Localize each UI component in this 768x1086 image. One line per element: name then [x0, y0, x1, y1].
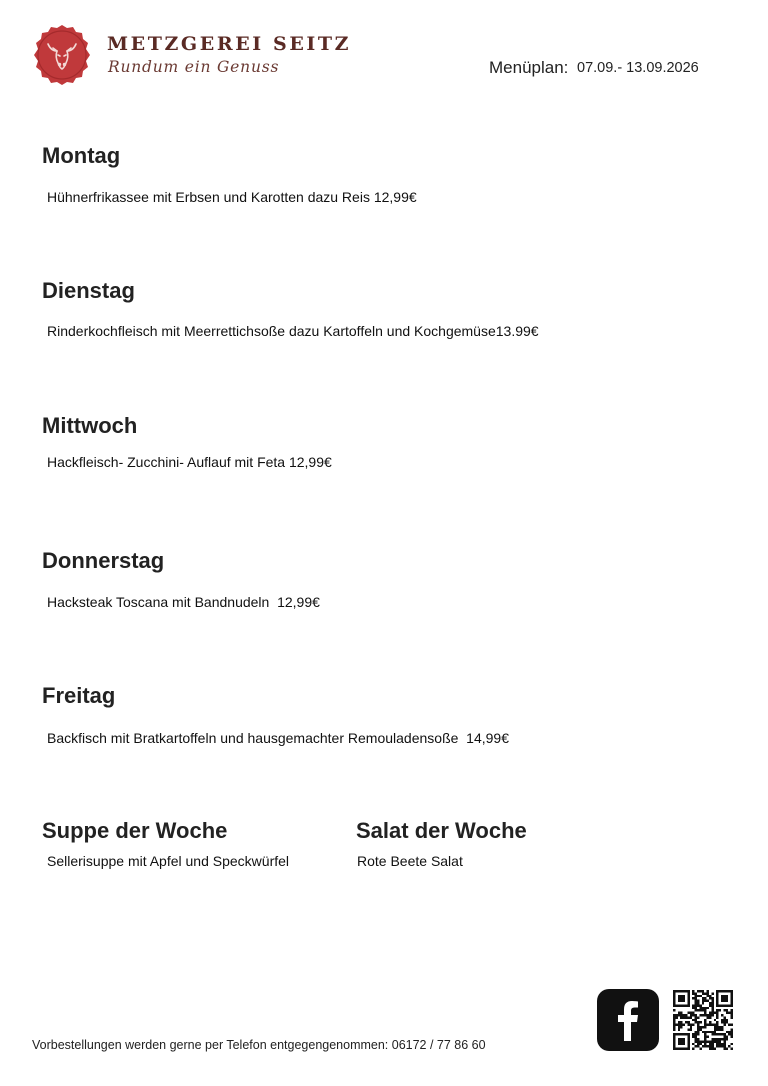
- dish-montag: Hühnerfrikassee mit Erbsen und Karotten dazu Reis 12,99€: [47, 189, 417, 205]
- brand-name: METZGEREI SEITZ: [107, 33, 352, 55]
- dish-donnerstag: Hacksteak Toscana mit Bandnudeln 12,99€: [47, 594, 320, 610]
- soup-of-week-heading: Suppe der Woche: [42, 818, 228, 843]
- preorder-note: Vorbestellungen werden gerne per Telefon entgegengenommen: 06172 / 77 86 60: [32, 1038, 486, 1052]
- day-heading-donnerstag: Donnerstag: [42, 548, 165, 573]
- day-heading-montag: Montag: [42, 143, 121, 168]
- dish-freitag: Backfisch mit Bratkartoffeln und hausgemachter Remouladensoße 14,99€: [47, 730, 509, 746]
- day-heading-dienstag: Dienstag: [42, 278, 135, 303]
- salad-of-week-heading: Salat der Woche: [356, 818, 527, 843]
- day-heading-mittwoch: Mittwoch: [42, 413, 138, 438]
- dish-mittwoch: Hackfleisch- Zucchini- Auflauf mit Feta 12,99€: [47, 454, 332, 470]
- bull-head-seal-icon: [31, 24, 93, 86]
- day-heading-freitag: Freitag: [42, 683, 116, 708]
- soup-of-week-dish: Sellerisuppe mit Apfel und Speckwürfel: [47, 853, 290, 869]
- menu-plan-label: Menüplan:: [489, 58, 569, 77]
- facebook-icon[interactable]: [597, 989, 659, 1051]
- dish-dienstag: Rinderkochfleisch mit Meerrettichsoße dazu Kartoffeln und Kochgemüse13.99€: [47, 323, 539, 339]
- qr-code-icon[interactable]: [673, 990, 733, 1050]
- salad-of-week-dish: Rote Beete Salat: [357, 853, 463, 869]
- menu-plan-dates: 07.09.- 13.09.2026: [577, 60, 699, 76]
- brand-tagline: Rundum ein Genuss: [108, 58, 280, 76]
